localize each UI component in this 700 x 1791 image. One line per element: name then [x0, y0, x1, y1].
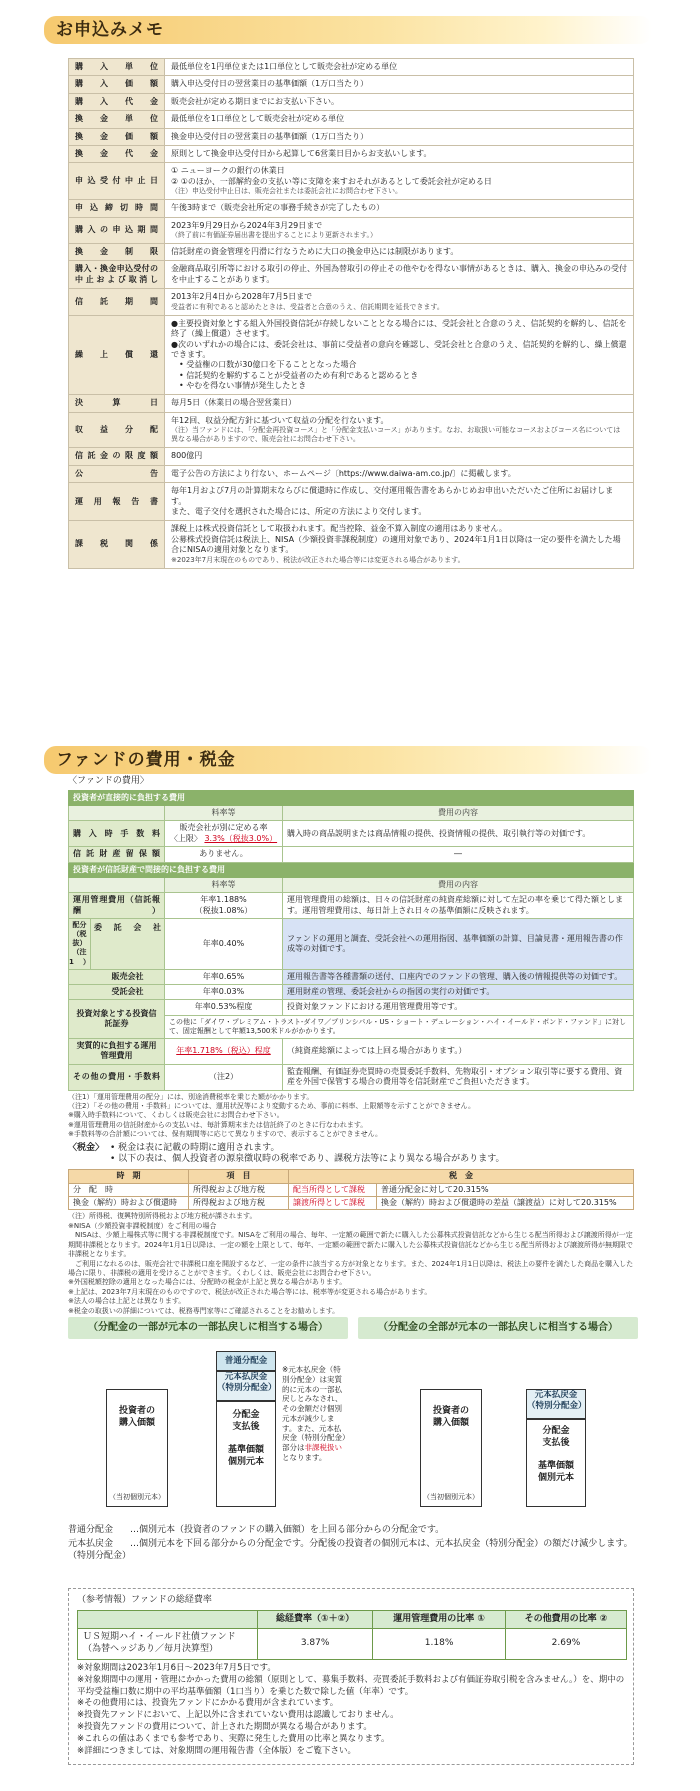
note-line: NISAは、少額上場株式等に関する非課税制度です。NISAをご利用の場合、毎年、一定額の範囲で新たに購入した公募株式投資信託などから生じる配当所得および譲渡所得が一定期間非課税となります。2024年1月1日以降は、一定の額を上限として、毎年、一定額の範囲で新たに購入した公募株式投資信託などから生じる配当所得および譲渡所得が無期限で非課税となります。 — [68, 1231, 634, 1259]
ref-value: 1.18% — [373, 1629, 506, 1659]
principal-return-box: 元本払戻金 （特別分配金） — [526, 1389, 586, 1419]
expense-ratio-table — [77, 1610, 627, 1660]
memo-row — [69, 395, 634, 412]
cost-row-head: 購入時手数料 — [69, 821, 165, 847]
memo-value — [165, 111, 634, 128]
memo-text: 信託財産の資金管理を円滑に行なうために大口の換金申込には制限があります。 — [171, 247, 459, 257]
memo-note: 受益者に有利であると認めたときは、受益者と合意のうえ、信託期間を延長できます。 — [171, 302, 444, 311]
ref-col: その他費用の比率 ② — [505, 1610, 626, 1629]
distribution-diagram-partial — [68, 1317, 348, 1517]
memo-note: （注）当ファンドには、「分配金再投資コース」と「分配金支払いコース」があります。なお、お取扱い可能なコースおよびコース名については異なる場合がありますので、販売会社にお問合わせ下さい。 — [171, 426, 621, 444]
memo-row — [69, 289, 634, 315]
tax-cell: 換金（解約）時および償還時の差益（譲渡益）に対して20.315% — [377, 1196, 634, 1209]
memo-text: 金融商品取引所等における取引の停止、外国為替取引の停止その他やむを得ない事情があるときは、購入、換金の申込みの受付を中止することがあります。 — [171, 264, 627, 284]
fund-cost-label: 〈ファンドの費用〉 — [68, 776, 149, 786]
original-principal-label: （当初個別元本） — [109, 1493, 165, 1501]
memo-text: 2023年9月29日から2024年3月29日まで — [171, 220, 323, 230]
cost-content: 運用管理費用の総額は、日々の信託財産の純資産総額に対して左記の率を乗じて得た額とします。運用管理費用は、毎日計上され日々の基準価額に反映されます。 — [283, 893, 634, 919]
note-line: ※上記は、2023年7月末現在のものですので、税法が改正された場合等には、税率等が変更される場合があります。 — [68, 1287, 432, 1296]
memo-row — [69, 244, 634, 261]
cost-rate: 年率0.40% — [165, 919, 283, 969]
tax-cell: 配当所得として課税 — [289, 1183, 377, 1196]
memo-text: 最低単位を1口単位として販売会社が定める単位 — [171, 114, 345, 124]
def-term: 元本払戻金 （特別分配金） — [68, 1539, 132, 1562]
memo-label: 換金制限 — [69, 244, 165, 261]
memo-note: （注）申込受付中止日は、販売会社または委託会社にお問合わせ下さい。 — [171, 187, 402, 196]
tax-bullet: • 税金は表に記載の時期に適用されます。 — [110, 1142, 280, 1153]
cost-content: 購入時の商品説明または商品情報の提供、投資情報の提供、取引執行等の対価です。 — [283, 821, 634, 847]
memo-value — [165, 315, 634, 395]
memo-value — [165, 145, 634, 162]
memo-row — [69, 448, 634, 465]
memo-label: 信託期間 — [69, 289, 165, 315]
memo-label: 換金単位 — [69, 111, 165, 128]
section-title-memo: お申込みメモ — [44, 16, 652, 44]
memo-row — [69, 128, 634, 145]
memo-row — [69, 93, 634, 110]
tax-cell: 所得税および地方税 — [189, 1196, 289, 1209]
memo-value — [165, 59, 634, 76]
memo-text: 課税上は株式投資信託として取扱われます。配当控除、益金不算入制度の適用はありません。 公募株式投資信託は税法上、NISA（少額投資非課税制度）の適用対象であり、2024年1月1日以降は一定の要件を満たした場合にNISAの適用対象となります。 — [171, 524, 621, 555]
cost-rate: ありません。 — [165, 847, 283, 862]
memo-value — [165, 465, 634, 482]
cost-row-head: 販売会社 — [69, 969, 165, 984]
cost-content: 監査報酬、有価証券売買時の売買委託手数料、先物取引・オプション取引等に要する費用、資産を外国で保管する場合の費用等を信託財産でご負担いただきます。 — [283, 1064, 634, 1090]
memo-value — [165, 128, 634, 145]
note-line: ※対象期間中の運用・管理にかかった費用の総額（原則として、募集手数料、売買委託手数料および有価証券取引税を含みません。）を、期中の平均受益権口数に期中の平均基準価額（1口当り）を乗じた数で除した値（年率）です。 — [77, 1674, 625, 1697]
note-line: （注）所得税、復興特別所得税および地方税が課されます。 — [68, 1212, 257, 1221]
memo-value — [165, 200, 634, 217]
cost-content: ファンドの運用と調査、受託会社への運用指図、基準価額の計算、目論見書・運用報告書の作成等の対価です。 — [283, 919, 634, 969]
note-line: ※その他費用には、投資先ファンドにかかる費用が含まれています。 — [77, 1698, 339, 1709]
memo-label: 申込受付中止日 — [69, 163, 165, 200]
principal-return-box: 元本払戻金 （特別分配金） — [216, 1371, 276, 1401]
cost-row-head: 委託会社 — [94, 923, 161, 933]
memo-row — [69, 163, 634, 200]
ref-value: 3.87% — [258, 1629, 373, 1659]
def-text: …個別元本を下回る部分からの分配金です。分配後の投資者の個別元本は、元本払戻金（特別分配金）の額だけ減少します。 — [130, 1539, 633, 1550]
cost-rate: 年率0.65% — [165, 969, 283, 984]
memo-label: 信託金の限度額 — [69, 448, 165, 465]
ref-value: 2.69% — [505, 1629, 626, 1659]
memo-row — [69, 217, 634, 243]
memo-note: ※2023年7月末現在のものであり、税法が改正された場合等には変更される場合があります。 — [171, 555, 465, 564]
cost-content: ― — [283, 847, 634, 862]
note-line: ※外国税額控除の適用となった場合には、分配時の税金が上記と異なる場合があります。 — [68, 1278, 347, 1287]
diagram-title: （分配金の一部が元本の一部払戻しに相当する場合） — [68, 1317, 348, 1339]
cost-rate: 年率0.03% — [165, 985, 283, 1000]
cost-row-head: 投資対象とする投資信託証券 — [69, 1000, 165, 1039]
memo-row — [69, 412, 634, 448]
cost-rate: 年率0.53%程度 — [165, 1000, 283, 1015]
memo-label: 決算日 — [69, 395, 165, 412]
memo-label: 購入単位 — [69, 59, 165, 76]
cost-band-direct: 投資者が直接的に負担する費用 — [69, 790, 634, 805]
after-distribution-box: 分配金 支払後 基準価額 個別元本 — [216, 1401, 276, 1507]
application-memo-table — [68, 58, 634, 569]
allocation-label: 配分（税抜）（注1） — [69, 919, 91, 968]
memo-value — [165, 521, 634, 568]
memo-text: ① ニューヨークの銀行の休業日 ② ①のほか、一部解約金の支払い等に支障を来すおそれがあるとして委託会社が定める日 — [171, 166, 492, 186]
memo-text: 毎年1月および7月の計算期末ならびに償還時に作成し、交付運用報告書をあらかじめお申出いただいたご住所にお届けします。 また、電子交付を選択された場合には、所定の方法により交付します。 — [171, 486, 614, 517]
def-text: …個別元本（投資者のファンドの購入価額）を上回る部分からの分配金です。 — [130, 1525, 445, 1535]
memo-text: 2013年2月4日から2028年7月5日まで — [171, 292, 313, 302]
ref-col: 総経費率（①＋②） — [258, 1610, 373, 1629]
memo-value — [165, 483, 634, 521]
diagram-title: （分配金の全部が元本の一部払戻しに相当する場合） — [358, 1317, 638, 1339]
note-line: ※詳細につきましては、対象期間の運用報告書（全体版）をご覧下さい。 — [77, 1745, 356, 1756]
cost-col-content: 費用の内容 — [283, 878, 634, 893]
memo-text: 毎月5日（休業日の場合翌営業日） — [171, 398, 297, 408]
memo-value — [165, 412, 634, 448]
tax-col: 税 金 — [289, 1170, 634, 1183]
memo-value — [165, 395, 634, 412]
memo-label: 購入代金 — [69, 93, 165, 110]
cost-col-content: 費用の内容 — [283, 806, 634, 821]
ref-title: （参考情報）ファンドの総経費率 — [77, 1595, 212, 1605]
memo-text: 午後3時まで（販売会社所定の事務手続きが完了したもの） — [171, 203, 385, 213]
tax-label: 〈税金〉 — [68, 1142, 105, 1153]
tax-cell: 普通分配金に対して20.315% — [377, 1183, 634, 1196]
memo-label: 換金価額 — [69, 128, 165, 145]
cost-note: この他に「ダイワ・プレミアム・トラスト-ダイワ／プリンシパル・US・ショート・デュレーション・ハイ・イールド・ボンド・ファンド」に対して、固定報酬として年額13,500米ドルがかかります。 — [165, 1015, 634, 1038]
fund-name: ＵＳ短期ハイ・イールド社債ファンド （為替ヘッジあり／毎月決算型） — [78, 1629, 258, 1659]
memo-value — [165, 261, 634, 289]
tax-table — [68, 1169, 634, 1210]
cost-content: 運用財産の管理、委託会社からの指図の実行の対価です。 — [283, 985, 634, 1000]
cost-col-rate: 料率等 — [165, 806, 283, 821]
memo-row — [69, 145, 634, 162]
memo-text: 原則として換金申込受付日から起算して6営業日目からお支払いします。 — [171, 148, 432, 158]
cost-content: （純資産総額によっては上回る場合があります。） — [283, 1039, 634, 1065]
purchase-price-box: 投資者の 購入価額 — [420, 1389, 482, 1507]
note-line: ※購入時手数料について、くわしくは販売会社にお問合わせ下さい。 — [68, 1111, 284, 1120]
tax-cell: 所得税および地方税 — [189, 1183, 289, 1196]
cost-row-head: 受託会社 — [69, 985, 165, 1000]
memo-text: 800億円 — [171, 451, 203, 461]
tax-col: 項 目 — [189, 1170, 289, 1183]
memo-text: 販売会社が定める期日までにお支払い下さい。 — [171, 96, 339, 106]
memo-row — [69, 465, 634, 482]
memo-row — [69, 59, 634, 76]
cost-row-head: 信託財産留保額 — [69, 847, 165, 862]
cost-rate: （注2） — [165, 1064, 283, 1090]
cost-rate: 販売会社が別に定める率 〈上限〉 3.3%（税抜3.0%） — [165, 821, 283, 847]
note-line: ※運用管理費用の信託財産からの支払いは、毎計算期末または信託終了のときに行なわれます。 — [68, 1120, 368, 1129]
note-line: ※手数料等の合計額については、保有期間等に応じて異なりますので、表示することができません。 — [68, 1130, 383, 1139]
memo-label: 購入価額 — [69, 76, 165, 93]
memo-value — [165, 244, 634, 261]
memo-row — [69, 200, 634, 217]
cost-content: 運用報告書等各種書類の送付、口座内でのファンドの管理、購入後の情報提供等の対価です。 — [283, 969, 634, 984]
ordinary-distribution-box: 普通分配金 — [216, 1351, 276, 1371]
memo-row — [69, 261, 634, 289]
distribution-definitions — [68, 1524, 634, 1562]
purchase-price-box: 投資者の 購入価額 — [106, 1389, 168, 1507]
note-line: ※NISA（少額投資非課税制度）をご利用の場合 — [68, 1221, 217, 1230]
cost-notes — [68, 1093, 634, 1140]
memo-value — [165, 76, 634, 93]
memo-label: 公告 — [69, 465, 165, 482]
cost-table — [68, 790, 634, 1091]
memo-value — [165, 217, 634, 243]
tax-header — [68, 1143, 634, 1166]
def-term: 普通分配金 — [68, 1525, 114, 1535]
memo-label: 購入の申込期間 — [69, 217, 165, 243]
note-line: （注2）「その他の費用・手数料」については、運用状況等により変動するため、事前に料率、上限額等を示すことができません。 — [68, 1102, 475, 1111]
cost-rate: 年率1.188% （税抜1.08%） — [165, 893, 283, 919]
effective-fee: 年率1.718%（税込）程度 — [176, 1046, 271, 1056]
tax-cell: 譲渡所得として課税 — [289, 1196, 377, 1209]
cost-row-head: その他の費用・手数料 — [69, 1064, 165, 1090]
memo-text: 年12回、収益分配方針に基づいて収益の分配を行ないます。 — [171, 415, 389, 425]
memo-text: 購入申込受付日の翌営業日の基準価額（1万口当たり） — [171, 79, 369, 89]
ref-col: 運用管理費用の比率 ① — [373, 1610, 506, 1629]
ref-notes — [77, 1663, 625, 1758]
memo-note: （終了前に有価証券届出書を提出することにより更新されます。） — [171, 231, 377, 239]
memo-label: 繰上償還 — [69, 315, 165, 395]
memo-row — [69, 76, 634, 93]
note-line: ※投資先ファンドにおいて、上記以外に含まれていない費用は認識しておりません。 — [77, 1710, 399, 1721]
memo-text: 換金申込受付日の翌営業日の基準価額（1万口当たり） — [171, 131, 369, 141]
cost-col-rate: 料率等 — [165, 878, 283, 893]
cost-row-head: 実質的に負担する運用管理費用 — [69, 1039, 165, 1065]
tax-notes — [68, 1212, 634, 1316]
original-principal-label: （当初個別元本） — [423, 1493, 479, 1501]
tax-cell: 分 配 時 — [69, 1183, 189, 1196]
memo-row — [69, 315, 634, 395]
purchase-fee-max: 3.3%（税抜3.0%） — [204, 833, 278, 843]
memo-text: ●主要投資対象とする組入外国投資信託が存続しないこととなる場合には、受託会社と合意のうえ、信託契約を解約し、信託を終了（繰上償還）させます。 ●次のいずれかの場合には、委託会社は、事前に受益者の意向を確認し、受託会社と合意のうえ、信託契約を解約し、繰上償還できます。 • 受益権の口数が30億口を下ることとなった場合 • 信託契約を解約することが受益者のため有利であると認めるとき • やむを得ない事情が発生したとき — [171, 318, 627, 391]
memo-text: 電子公告の方法により行ない、ホームページ〔https://www.daiwa-am.co.jp/〕に掲載します。 — [171, 468, 516, 478]
memo-row — [69, 483, 634, 521]
note-line: （注1）「運用管理費用の配分」には、別途消費税率を乗じた額がかかります。 — [68, 1092, 314, 1101]
section-title-fees: ファンドの費用・税金 — [44, 746, 652, 774]
total-expense-ratio-box — [68, 1588, 634, 1765]
note-line: ※対象期間は2023年1月6日〜2023年7月5日です。 — [77, 1662, 276, 1673]
fund-cost-section — [68, 776, 634, 1316]
note-line: ※投資先ファンドの費用について、計上された期間が異なる場合があります。 — [77, 1722, 372, 1733]
memo-label: 購入・換金申込受付の中止および取消し — [69, 261, 165, 289]
note-line: ご利用になれるのは、販売会社で非課税口座を開設するなど、一定の条件に該当する方が対象となります。また、2024年1月1日以降は、税法上の要件を満たした商品を購入した場合に限り、非課税の適用を受けることができます。くわしくは、販売会社にお問合わせ下さい。 — [68, 1259, 634, 1277]
tax-bullet: • 以下の表は、個人投資者の源泉徴収時の税率であり、課税方法等により異なる場合があります。 — [110, 1154, 505, 1165]
distribution-diagram-full — [358, 1317, 638, 1517]
memo-value — [165, 289, 634, 315]
memo-label: 運用報告書 — [69, 483, 165, 521]
cost-row-head: 運用管理費用（信託報酬） — [69, 893, 165, 919]
cost-content: 投資対象ファンドにおける運用管理費用等です。 — [283, 1000, 634, 1015]
memo-label: 収益分配 — [69, 412, 165, 448]
note-line: ※法人の場合は上記とは異なります。 — [68, 1297, 186, 1306]
note-line: ※これらの値はあくまでも参考であり、実際に発生した費用の比率と異なります。 — [77, 1734, 390, 1745]
memo-row — [69, 111, 634, 128]
note-line: ※税金の取扱いの詳細については、税務専門家等にご確認されることをお勧めします。 — [68, 1306, 340, 1315]
memo-label: 換金代金 — [69, 145, 165, 162]
memo-value — [165, 448, 634, 465]
memo-label: 課税関係 — [69, 521, 165, 568]
memo-value — [165, 163, 634, 200]
cost-band-indirect: 投資者が信託財産で間接的に負担する費用 — [69, 862, 634, 877]
memo-row — [69, 521, 634, 568]
memo-label: 申込締切時間 — [69, 200, 165, 217]
memo-value — [165, 93, 634, 110]
after-distribution-box: 分配金 支払後 基準価額 個別元本 — [526, 1419, 586, 1507]
tax-col: 時 期 — [69, 1170, 189, 1183]
memo-text: 最低単位を1円単位または1口単位として販売会社が定める単位 — [171, 62, 398, 71]
diagram-note: ※元本払戻金（特別分配金）は実質的に元本の一部払戻しとみなされ、その金額だけ個別元本が減少します。また、元本払戻金（特別分配金）部分は非課税扱いとなります。 — [282, 1365, 346, 1462]
tax-cell: 換金（解約）時および償還時 — [69, 1196, 189, 1209]
